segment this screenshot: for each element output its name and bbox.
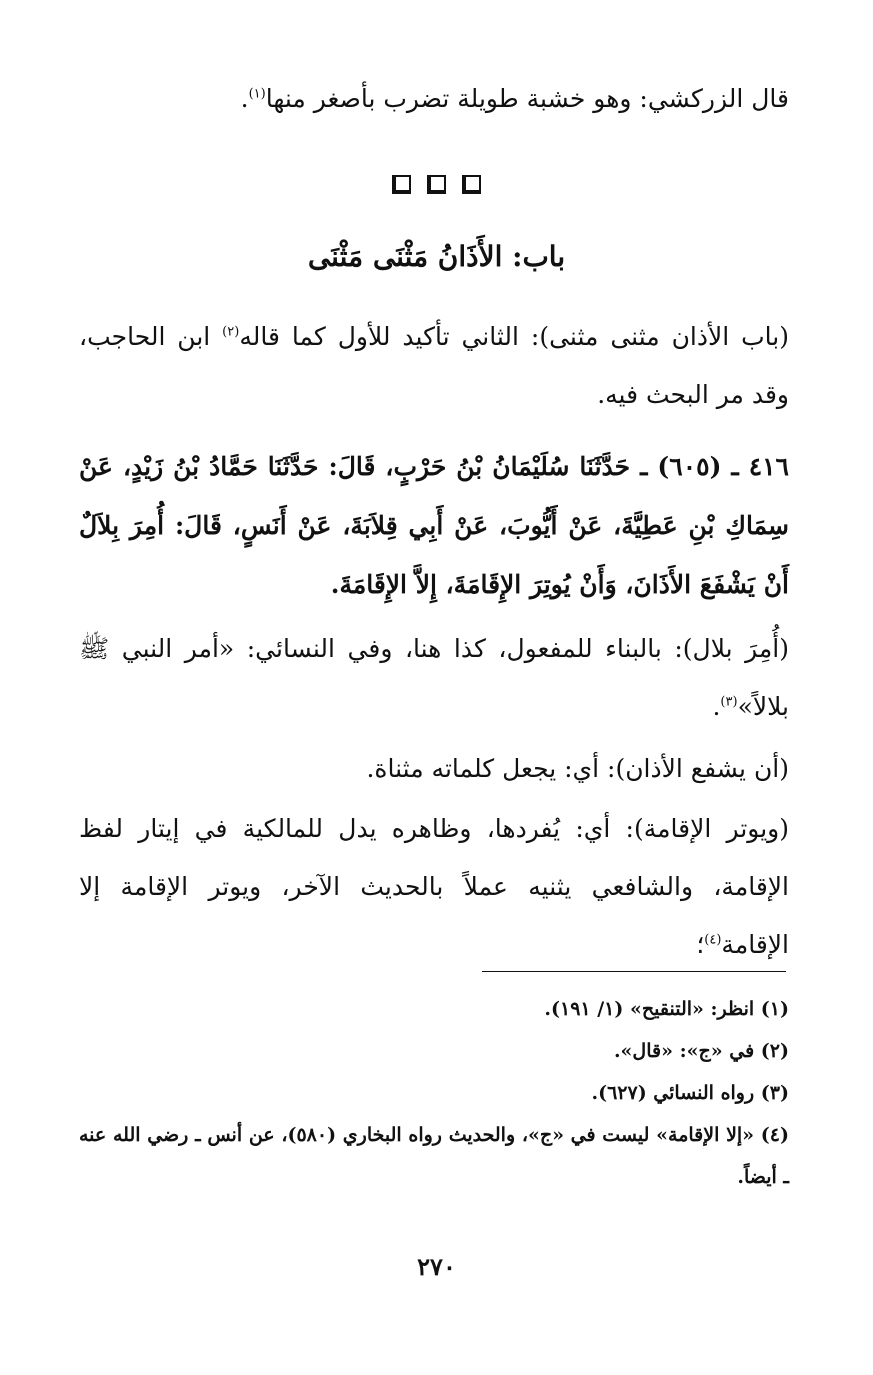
intro-paragraph	[79, 70, 789, 128]
footnote-ref-1: (١)	[248, 86, 266, 102]
page-number: ٢٧٠	[417, 1252, 456, 1281]
commentary-paragraph-1	[79, 308, 789, 424]
footnote-item	[79, 988, 789, 1030]
intro-end: .	[240, 84, 249, 113]
footnote-item	[79, 1030, 789, 1072]
hadith-text: ٤١٦ ـ (٦٠٥) ـ حَدَّثَنَا سُلَيْمَانُ بْنُ حَرْبٍ، قَالَ: حَدَّثَنَا حَمَّادُ بْنُ زَيْدٍ، عَنْ سِمَاكِ بْنِ عَطِيَّةَ، عَنْ أَيُّوبَ، عَنْ أَبِي قِلاَبَةَ، عَنْ أَنَسٍ، قَالَ: أُمِرَ بِلاَلٌ أَنْ يَشْفَعَ الأَذَانَ، وَأَنْ يُوتِرَ الإِقَامَةَ، إِلاَّ الإِقَامَةَ.	[79, 452, 789, 599]
commentary-paragraph-4	[79, 800, 789, 974]
footnote-text: في «ج»: «قال».	[613, 1040, 755, 1062]
footnote-item	[79, 1072, 789, 1114]
footnote-text: انظر: «التنقيح» (١/ ١٩١).	[544, 998, 755, 1020]
commentary-paragraph-2	[79, 620, 789, 736]
footnote-text: «إلا الإقامة» ليست في «ج»، والحديث رواه البخاري (٥٨٠)، عن أنس ـ رضي الله عنه ـ أيضاً.	[79, 1124, 789, 1188]
footnote-separator	[482, 971, 786, 972]
para2-text: (أُمِرَ بلال): بالبناء للمفعول، كذا هنا، وفي النسائي: «أمر النبي ﷺ بلالاً»	[79, 634, 789, 721]
section-divider-ornament	[0, 175, 873, 198]
footnote-ref-2: (٢)	[222, 324, 240, 340]
ornament-square	[392, 175, 411, 194]
footnote-text: رواه النسائي (٦٢٧).	[591, 1082, 755, 1104]
para1-text: (باب الأذان مثنى مثنى): الثاني تأكيد للأول كما قاله	[239, 322, 789, 351]
para4-text: (ويوتر الإقامة): أي: يُفردها، وظاهره يدل للمالكية في إيتار لفظ الإقامة، والشافعي يثنيه عملاً بالحديث الآخر، ويوتر الإقامة إلا الإقامة	[79, 814, 789, 959]
footnote-number: (٤)	[760, 1124, 789, 1146]
para3-text: (أن يشفع الأذان): أي: يجعل كلماته مثناة.	[366, 754, 789, 783]
commentary-paragraph-3	[79, 740, 789, 798]
intro-text: قال الزركشي: وهو خشبة طويلة تضرب بأصغر منها	[265, 84, 789, 113]
footnote-number: (٣)	[760, 1082, 789, 1104]
footnote-item	[79, 1114, 789, 1198]
footnotes	[79, 988, 789, 1198]
footnote-number: (١)	[760, 998, 789, 1020]
para2-end: .	[712, 692, 721, 721]
footnote-number: (٢)	[760, 1040, 789, 1062]
para1-text-cont: ابن الحاجب، وقد مر البحث فيه.	[79, 322, 789, 409]
para4-end: ؛	[696, 930, 705, 959]
ornament-square	[462, 175, 481, 194]
footnote-ref-4: (٤)	[704, 932, 722, 948]
ornament-square	[427, 175, 446, 194]
footnote-ref-3: (٣)	[720, 694, 738, 710]
hadith-paragraph	[79, 437, 789, 614]
chapter-title: باب: الأَذَانُ مَثْنَى مَثْنَى	[307, 240, 566, 273]
